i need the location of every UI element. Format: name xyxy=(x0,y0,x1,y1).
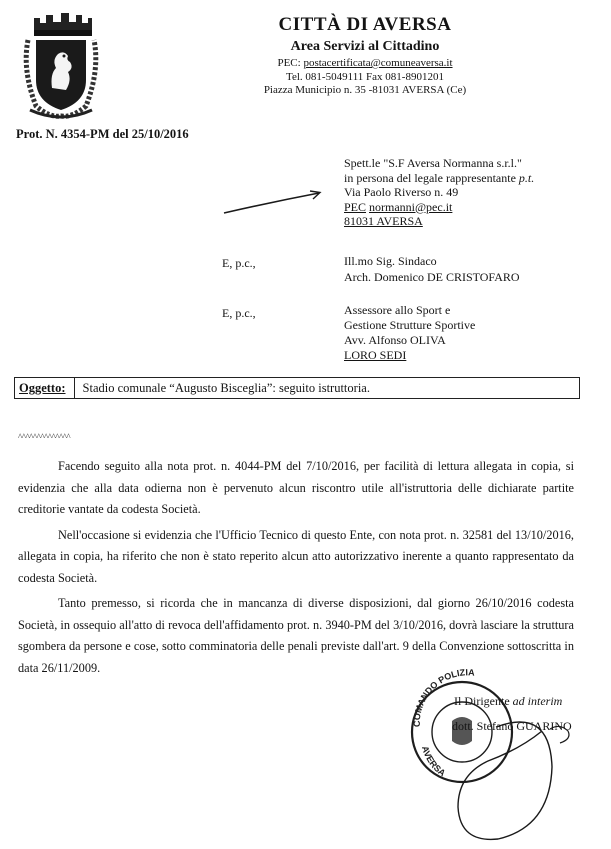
subject-label: Oggetto: xyxy=(15,378,75,398)
cc-1-line: Ill.mo Sig. Sindaco xyxy=(344,254,437,268)
stamp-top-text: COMANDO POLIZIA xyxy=(411,667,476,728)
signatory-title: Il Dirigente ad interim xyxy=(454,694,563,708)
city-coat-of-arms-icon xyxy=(20,10,102,122)
cc-label-1: E, p.c., xyxy=(222,256,256,270)
recipient-pec: PEC normanni@pec.it xyxy=(344,199,453,214)
separator: ^^^^^^^^^^^^^^ xyxy=(18,432,71,442)
pec-email-link[interactable]: postacertificata@comuneaversa.it xyxy=(303,57,453,69)
paragraph: Facendo seguito alla nota prot. n. 4044-PM del 7/10/2016, per facilità di lettura allegata in copia, si evidenzia che alla data odierna non è pervenuto alcun riscontro utile all'istruttoria delle dichiarate partite creditorie vantate da codesta Società. xyxy=(18,459,574,516)
signatory-name: dott. Stefano GUARINO xyxy=(452,719,572,733)
paragraph: Nell'occasione si evidenzia che l'Ufficio Tecnico di questo Ente, con nota prot. n. 32581 del 13/10/2016, allegata in copia, ha riferito che non è stato reperito alcun atto autorizzativo inerente a quanto rappresentato da codesta Società. xyxy=(18,527,574,585)
cc-2-line: Avv. Alfonso OLIVA xyxy=(344,333,446,347)
cc-label-2: E, p.c., xyxy=(222,306,256,320)
phone-fax: Tel. 081-5049111 Fax 081-8901201 xyxy=(286,70,444,83)
police-stamp-icon xyxy=(400,657,600,847)
cc-recipient-1 xyxy=(344,253,520,285)
pec-label: PEC: xyxy=(277,57,301,69)
subject-box xyxy=(14,377,580,399)
recipient-name: Spett.le "S.F Aversa Normanna s.r.l." xyxy=(344,156,522,170)
cc-2-line: Assessore allo Sport e xyxy=(344,303,451,317)
letter-body xyxy=(18,456,574,683)
recipient-block xyxy=(344,156,534,229)
stamp-bottom-text: AVERSA xyxy=(419,744,448,779)
municipal-address: Piazza Municipio n. 35 -81031 AVERSA (Ce) xyxy=(263,84,467,96)
recipient-representative: in persona del legale rappresentante p.t. xyxy=(344,170,535,185)
cc-1-line: Arch. Domenico DE CRISTOFARO xyxy=(344,270,520,284)
letterhead xyxy=(215,14,515,98)
handwritten-arrow-icon xyxy=(222,188,324,216)
cc-2-line: LORO SEDI xyxy=(344,348,407,362)
protocol-number: Prot. N. 4354-PM del 25/10/2016 xyxy=(16,127,189,141)
department-name: Area Servizi al Cittadino xyxy=(290,39,440,54)
cc-recipient-2 xyxy=(344,303,475,363)
recipient-street: Via Paolo Riverso n. 49 xyxy=(344,185,459,199)
cc-2-line: Gestione Strutture Sportive xyxy=(344,318,476,332)
subject-text: Stadio comunale “Augusto Bisceglia”: seguito istruttoria. xyxy=(82,380,370,395)
recipient-pec-link[interactable]: normanni@pec.it xyxy=(369,199,453,214)
recipient-city: 81031 AVERSA xyxy=(344,214,423,228)
city-name: CITTÀ DI AVERSA xyxy=(278,14,452,35)
contact-block xyxy=(215,57,515,98)
paragraph: Tanto premesso, si ricorda che in mancanza di diverse disposizioni, dal giorno 26/10/2016 codesta Società, in ossequio all'atto di revoca dell'affidamento prot. n. 3940-PM del 3/10/2016, dovrà lasciare la struttura sgombera da persone e cose, sotto comminatoria delle penali previste dall'art. 9 della Convenzione sottoscritta in data 26/11/2009. xyxy=(18,596,574,675)
